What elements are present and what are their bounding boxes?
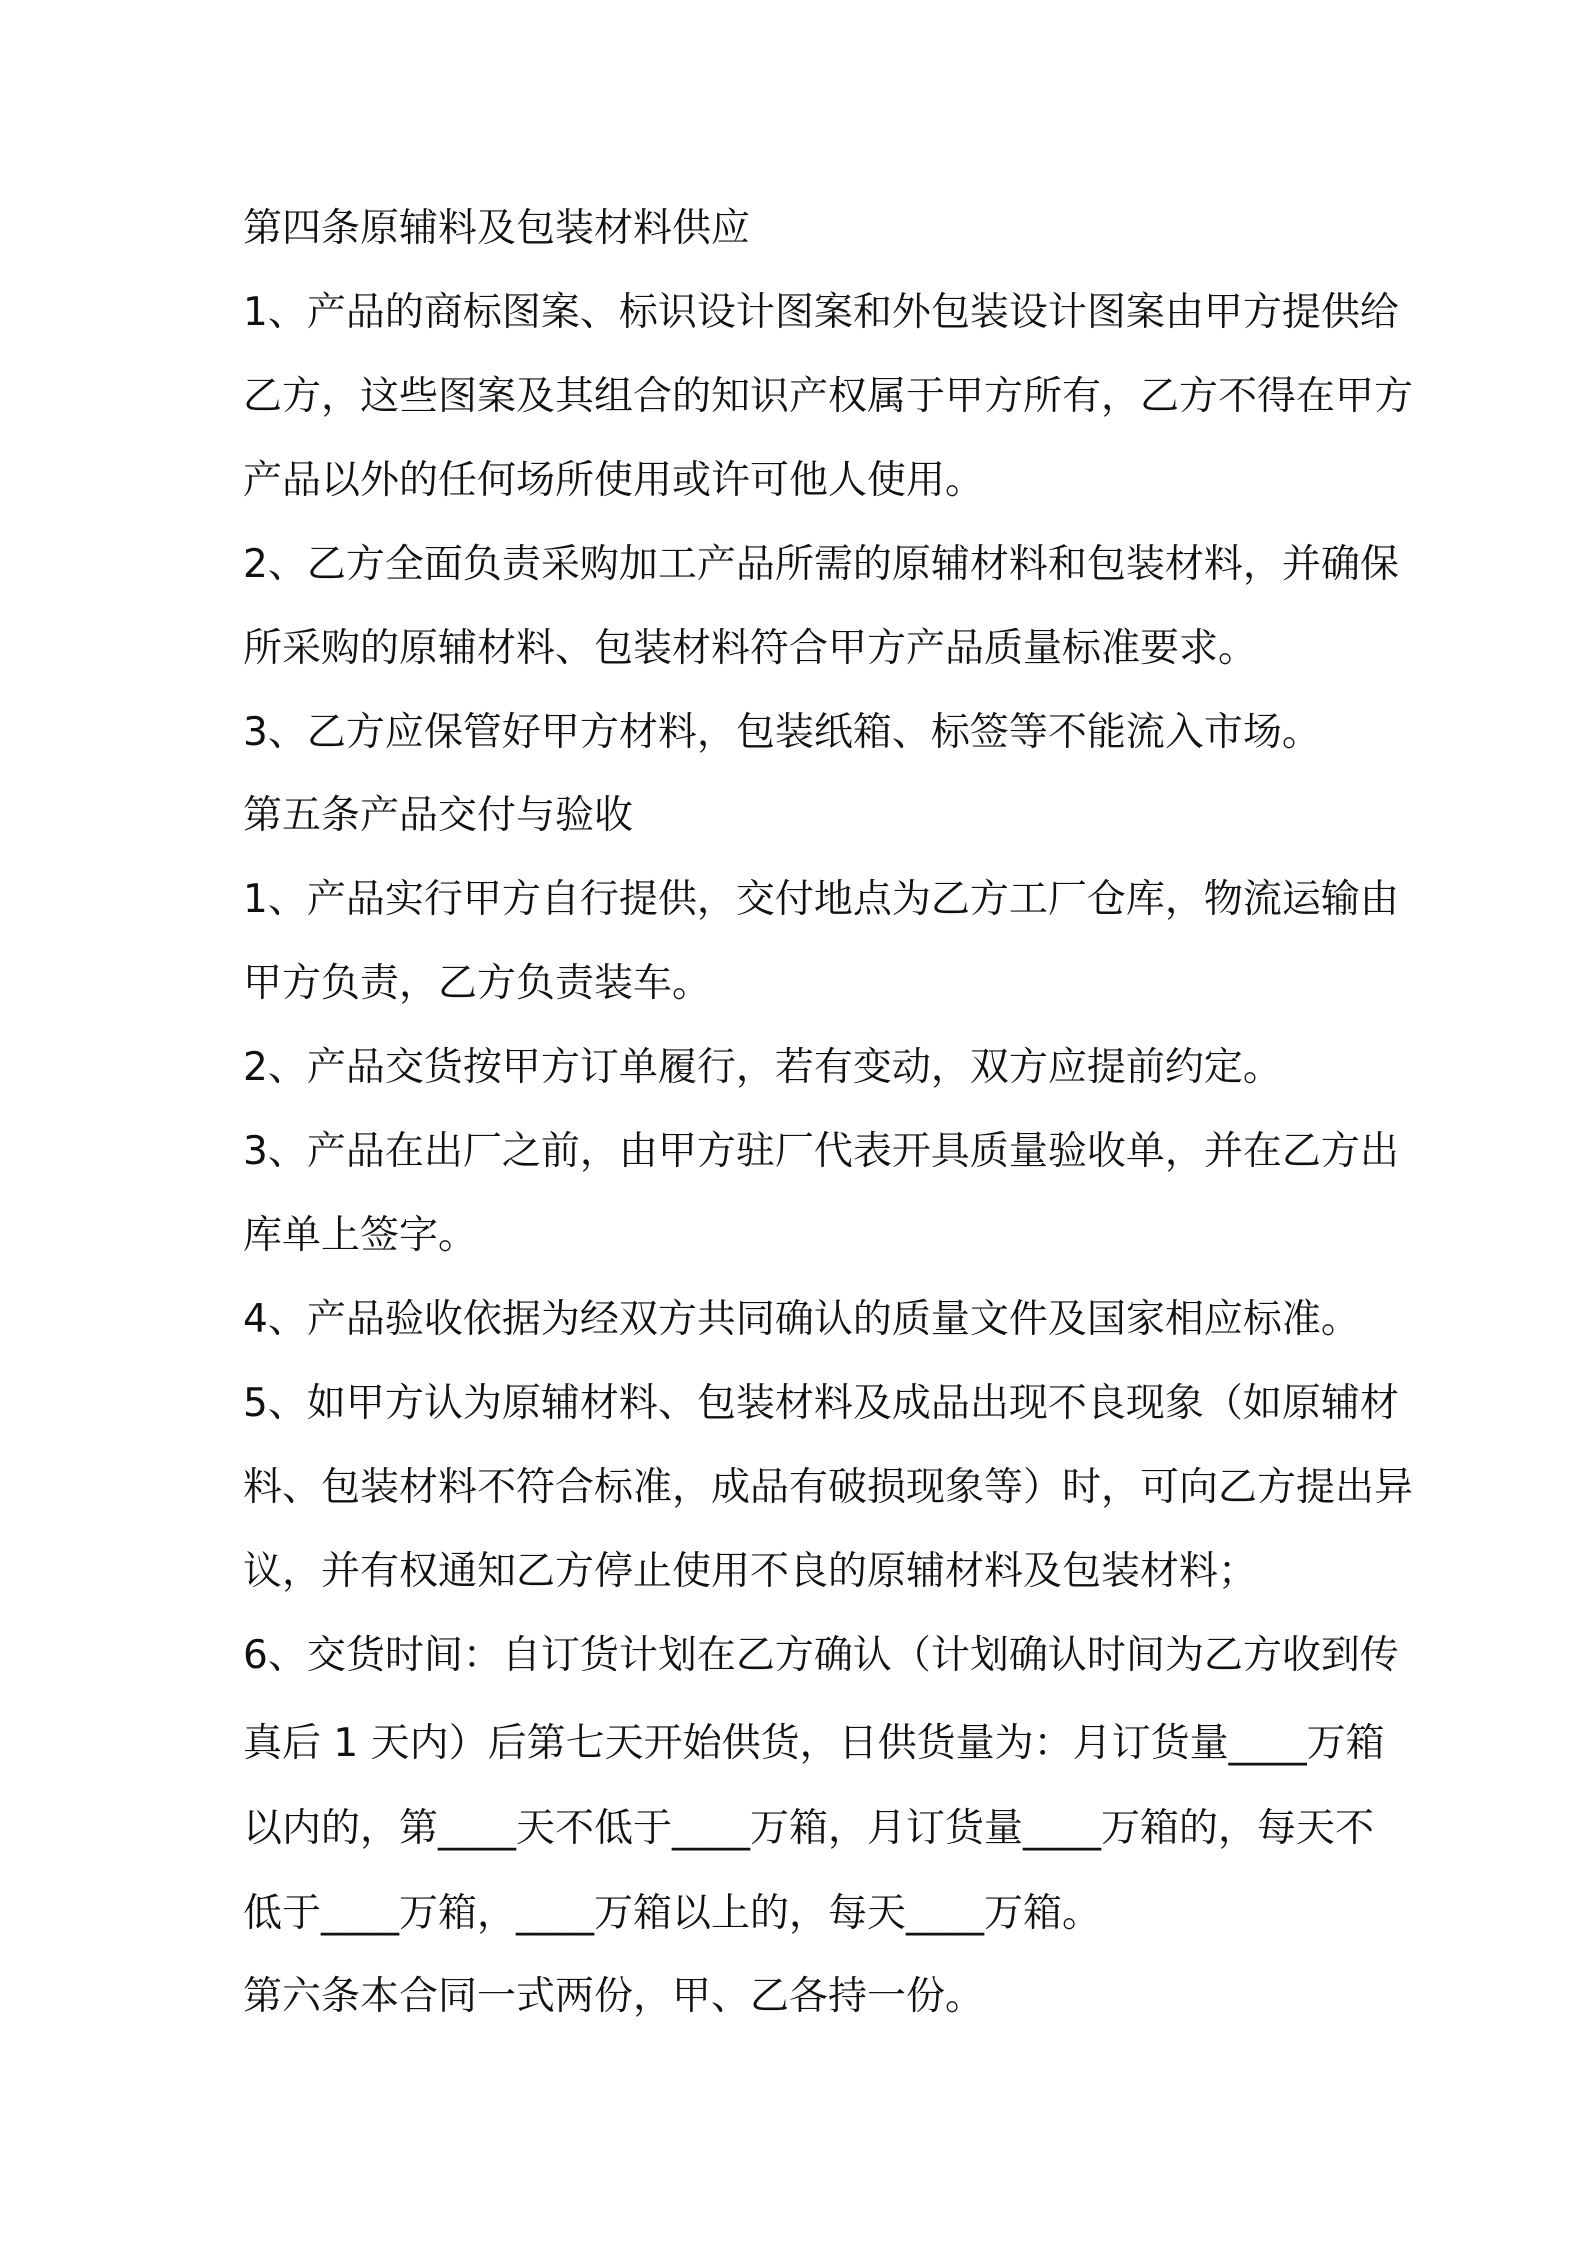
paragraph-line: 5、如甲方认为原辅材料、包装材料及成品出现不良现象（如原辅材 (243, 1381, 1399, 1426)
paragraph-line: 低于____万箱，____万箱以上的，每天____万箱。 (243, 1891, 1102, 1936)
paragraph-line: 4、产品验收依据为经双方共同确认的质量文件及国家相应标准。 (243, 1297, 1360, 1342)
paragraph-line: 所采购的原辅材料、包装材料符合甲方产品质量标准要求。 (243, 626, 1258, 671)
paragraph-line: 1、产品的商标图案、标识设计图案和外包装设计图案由甲方提供给 (243, 290, 1399, 335)
paragraph-line: 库单上签字。 (243, 1213, 478, 1258)
paragraph-line: 以内的，第____天不低于____万箱，月订货量____万箱的，每天不 (243, 1806, 1375, 1851)
heading-article-6: 第六条本合同一式两份，甲、乙各持一份。 (243, 1974, 985, 2019)
paragraph-line: 真后 1 天内）后第七天开始供货，日供货量为：月订货量____万箱 (243, 1721, 1385, 1766)
paragraph-line: 2、产品交货按甲方订单履行，若有变动，双方应提前约定。 (243, 1045, 1282, 1090)
heading-article-4: 第四条原辅料及包装材料供应 (243, 206, 751, 251)
paragraph-line: 乙方，这些图案及其组合的知识产权属于甲方所有，乙方不得在甲方 (243, 374, 1414, 419)
paragraph-line: 议，并有权通知乙方停止使用不良的原辅材料及包装材料； (243, 1549, 1258, 1594)
paragraph-line: 3、乙方应保管好甲方材料，包装纸箱、标签等不能流入市场。 (243, 710, 1321, 755)
heading-article-5: 第五条产品交付与验收 (243, 793, 634, 838)
paragraph-line: 产品以外的任何场所使用或许可他人使用。 (243, 458, 985, 503)
paragraph-line: 3、产品在出厂之前，由甲方驻厂代表开具质量验收单，并在乙方出 (243, 1129, 1399, 1174)
paragraph-line: 甲方负责，乙方负责装车。 (243, 961, 712, 1006)
paragraph-line: 6、交货时间：自订货计划在乙方确认（计划确认时间为乙方收到传 (243, 1633, 1399, 1678)
paragraph-line: 2、乙方全面负责采购加工产品所需的原辅材料和包装材料，并确保 (243, 542, 1399, 587)
paragraph-line: 1、产品实行甲方自行提供，交付地点为乙方工厂仓库，物流运输由 (243, 877, 1399, 922)
paragraph-line: 料、包装材料不符合标准，成品有破损现象等）时，可向乙方提出异 (243, 1465, 1414, 1510)
